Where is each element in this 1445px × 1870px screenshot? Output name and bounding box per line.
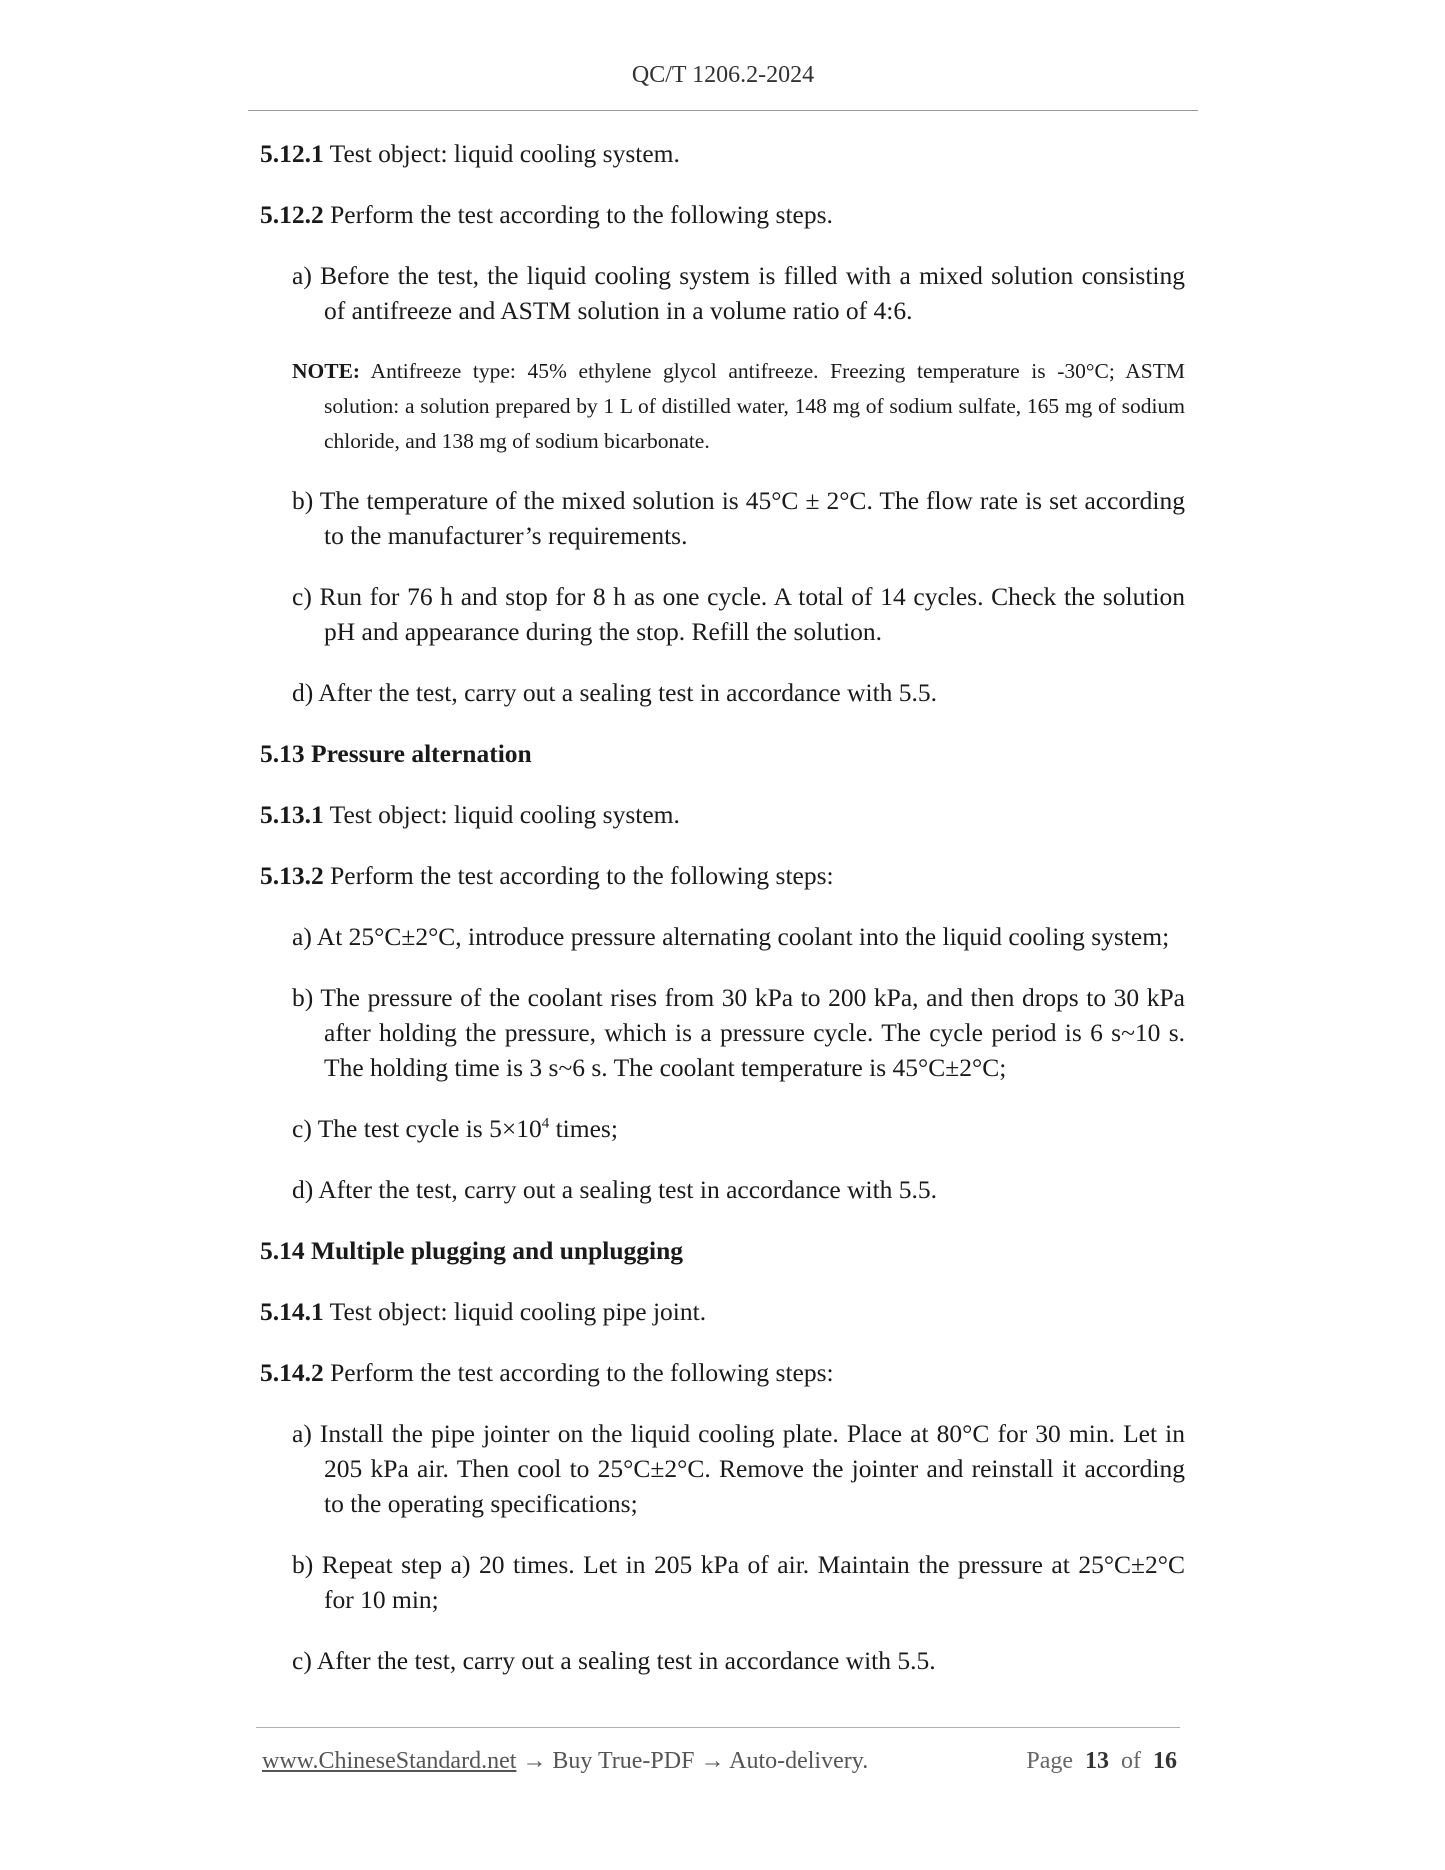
step-5-12-c: c) Run for 76 h and stop for 8 h as one cycle. A total of 14 cycles. Check the solution pH and appearance during the stop. Refill the solution. bbox=[292, 582, 1185, 646]
note-text: Antifreeze type: 45% ethylene glycol antifreeze. Freezing temperature is -30°C; ASTM solution: a solution prepared by 1 L of distilled water, 148 mg of sodium sulfate, 165 mg of sodium chloride, and 138 mg of sodium bicarbonate. bbox=[324, 359, 1185, 453]
clause-number: 5.12.1 bbox=[260, 139, 324, 168]
clause-5-14-2 bbox=[260, 1355, 1185, 1390]
clause-number: 5.13.1 bbox=[260, 800, 324, 829]
clause-5-13-2 bbox=[260, 858, 1185, 893]
page-body bbox=[260, 136, 1185, 1704]
clause-number: 5.12.2 bbox=[260, 200, 324, 229]
footer-promo-text: → Buy True-PDF → Auto-delivery. bbox=[516, 1748, 869, 1774]
step-5-13-c bbox=[292, 1111, 1185, 1146]
section-heading-5-14: 5.14 Multiple plugging and unplugging bbox=[260, 1236, 684, 1265]
step-text: c) The test cycle is 5×10 bbox=[292, 1114, 542, 1143]
page-word: Page bbox=[1026, 1748, 1073, 1774]
clause-5-12-1 bbox=[260, 136, 1185, 171]
page-total: 16 bbox=[1153, 1748, 1177, 1774]
step-5-13-b: b) The pressure of the coolant rises from 30 kPa to 200 kPa, and then drops to 30 kPa after holding the pressure, which is a pressure cycle. The cycle period is 6 s~10 s. The holding time is 3 s~6 s. The coolant temperature is 45°C±2°C; bbox=[292, 983, 1185, 1082]
website-link[interactable]: www.ChineseStandard.net bbox=[262, 1748, 517, 1774]
clause-5-14-1 bbox=[260, 1294, 1185, 1329]
note-label: NOTE: bbox=[292, 359, 361, 383]
clause-text: Test object: liquid cooling system. bbox=[323, 800, 680, 829]
step-text-tail: times; bbox=[549, 1114, 618, 1143]
clause-text: Test object: liquid cooling system. bbox=[323, 139, 680, 168]
footer-promo bbox=[262, 1748, 868, 1775]
clause-text: Perform the test according to the following steps: bbox=[323, 861, 834, 890]
step-5-14-a: a) Install the pipe jointer on the liquid cooling plate. Place at 80°C for 30 min. Let in 205 kPa air. Then cool to 25°C±2°C. Remove the jointer and reinstall it according to the operating specifications; bbox=[292, 1419, 1185, 1518]
footer-divider bbox=[256, 1727, 1180, 1728]
clause-number: 5.14.1 bbox=[260, 1297, 324, 1326]
clause-text: Perform the test according to the following steps. bbox=[323, 200, 833, 229]
step-5-12-a: a) Before the test, the liquid cooling system is filled with a mixed solution consisting of antifreeze and ASTM solution in a volume ratio of 4:6. bbox=[292, 261, 1185, 325]
step-5-13-a: a) At 25°C±2°C, introduce pressure alternating coolant into the liquid cooling system; bbox=[292, 922, 1170, 951]
page-footer bbox=[262, 1748, 1177, 1775]
step-5-12-b: b) The temperature of the mixed solution is 45°C ± 2°C. The flow rate is set according to the manufacturer’s requirements. bbox=[292, 486, 1185, 550]
step-5-13-d: d) After the test, carry out a sealing test in accordance with 5.5. bbox=[292, 1175, 938, 1204]
clause-text: Test object: liquid cooling pipe joint. bbox=[323, 1297, 707, 1326]
step-5-14-b: b) Repeat step a) 20 times. Let in 205 kPa of air. Maintain the pressure at 25°C±2°C for 10 min; bbox=[292, 1550, 1185, 1614]
clause-5-13-1 bbox=[260, 797, 1185, 832]
step-5-14-c: c) After the test, carry out a sealing test in accordance with 5.5. bbox=[292, 1646, 936, 1675]
of-word: of bbox=[1121, 1748, 1141, 1774]
page-number: 13 bbox=[1085, 1748, 1109, 1774]
clause-number: 5.14.2 bbox=[260, 1358, 324, 1387]
running-header: QC/T 1206.2-2024 bbox=[631, 62, 815, 88]
clause-number: 5.13.2 bbox=[260, 861, 324, 890]
section-heading-5-13: 5.13 Pressure alternation bbox=[260, 739, 532, 768]
header-divider bbox=[248, 110, 1198, 111]
clause-text: Perform the test according to the following steps: bbox=[323, 1358, 834, 1387]
clause-5-12-2 bbox=[260, 197, 1185, 232]
exponent: 4 bbox=[541, 1115, 550, 1132]
note-block bbox=[292, 354, 1185, 459]
step-5-12-d: d) After the test, carry out a sealing test in accordance with 5.5. bbox=[292, 678, 938, 707]
page-indicator bbox=[1026, 1748, 1177, 1775]
